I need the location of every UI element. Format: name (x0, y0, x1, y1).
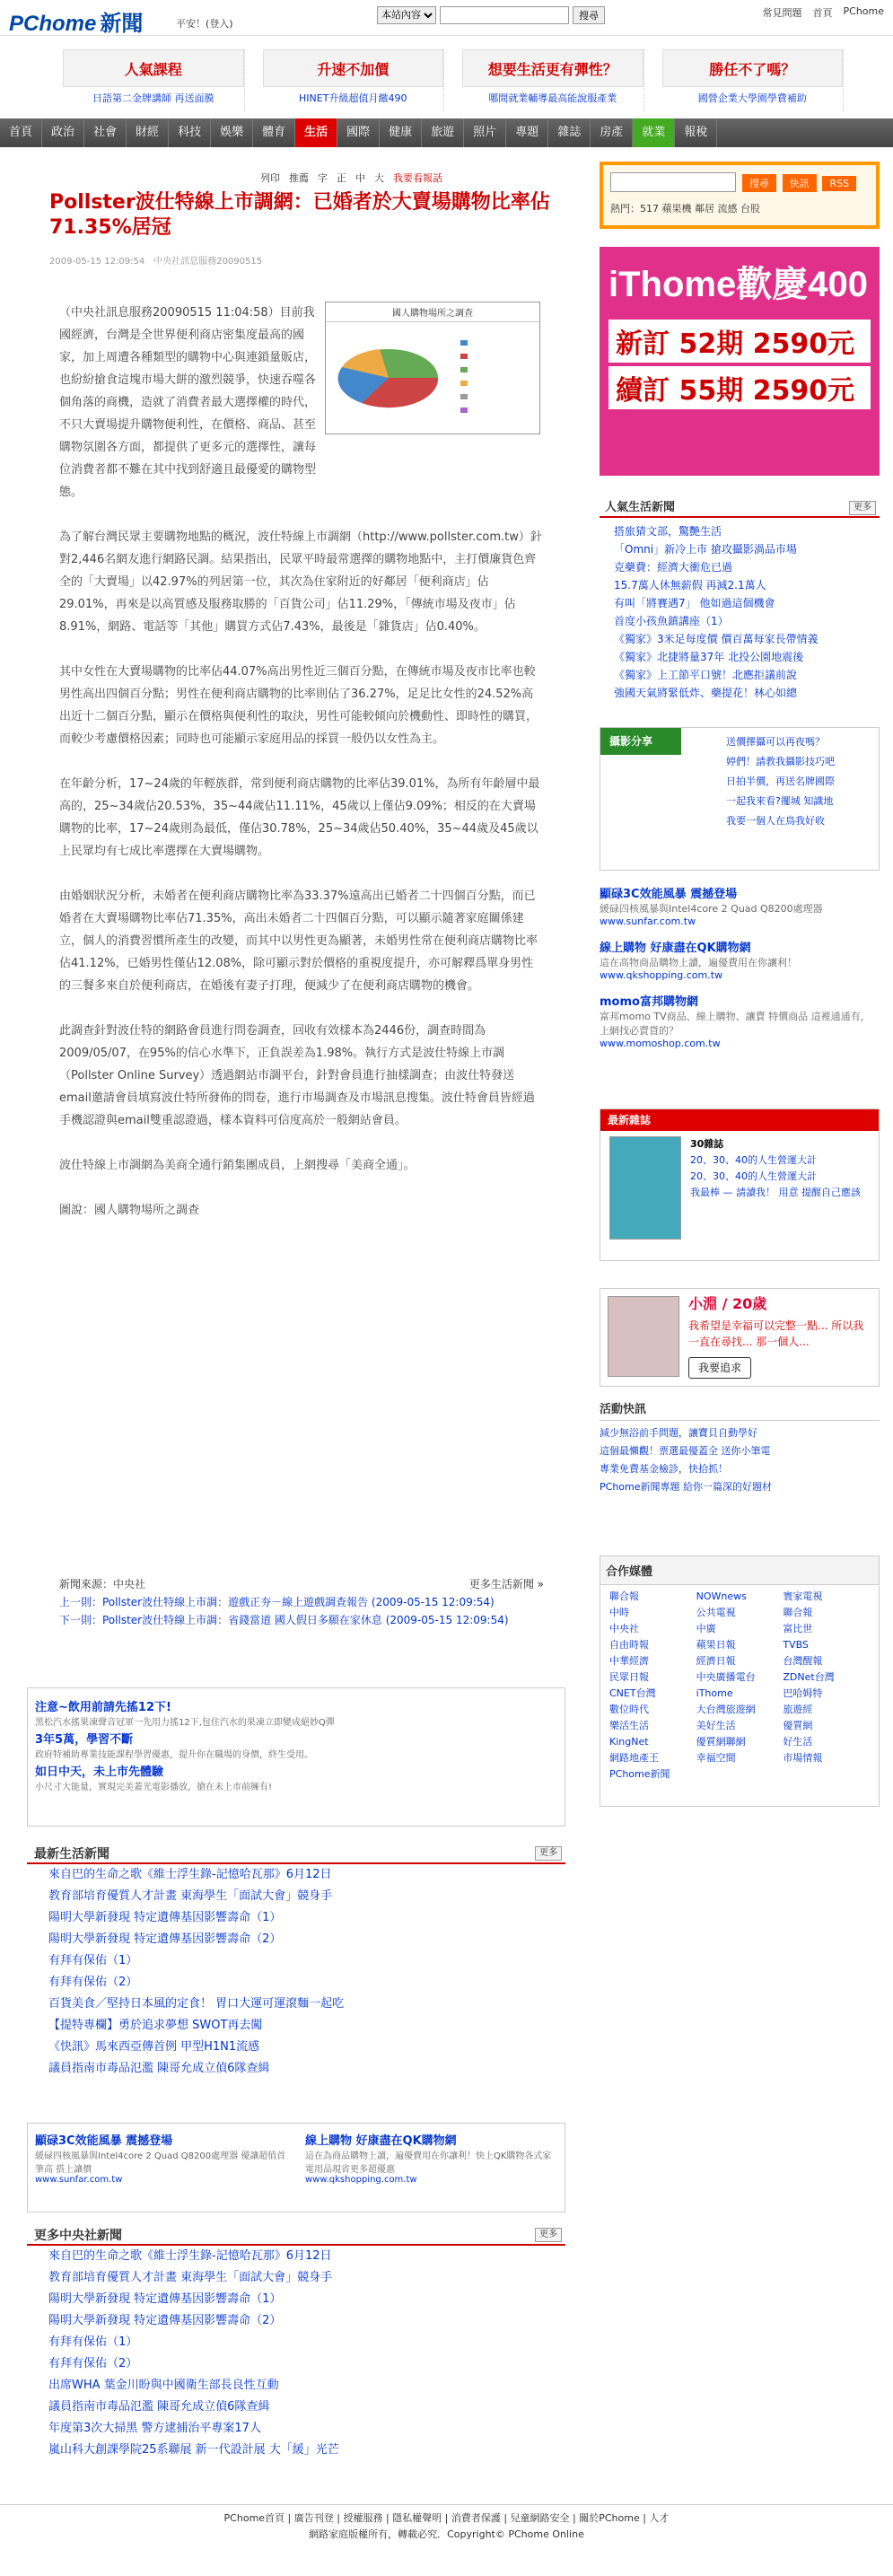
partner-link[interactable]: 民眾日報 (609, 1671, 649, 1683)
list-item[interactable]: 《獨家》北捷將量37年 北投公園地震後 (614, 651, 804, 663)
partner-link[interactable]: 旅遊經 (783, 1704, 813, 1715)
partner-link[interactable]: 經濟日報 (696, 1655, 736, 1667)
more-life-news-link[interactable]: 更多生活新聞 » (468, 1578, 544, 1590)
ad-headline[interactable]: 顯碌3C效能風暴 震撼登場 (35, 2134, 173, 2148)
side-search-button[interactable]: 搜尋 (742, 174, 776, 192)
ad-headline[interactable]: 線上購物 好康盡在QK購物網 (600, 942, 751, 955)
partner-link[interactable]: 中華經濟 (609, 1655, 649, 1667)
more-button[interactable]: 更多 (849, 501, 876, 515)
nav-item[interactable]: 旅遊 (422, 118, 464, 147)
more-button[interactable]: 更多 (535, 1846, 562, 1861)
article-date: 2009-05-15 12:09:54 中央社訊息服務20090515 (49, 257, 263, 267)
partner-link[interactable]: KingNet (609, 1736, 649, 1748)
article-paragraph: 波仕特線上市調網為美商全通行銷集團成員，上網搜尋「美商全通」。 (59, 1159, 416, 1172)
partner-link[interactable]: 寰家電視 (783, 1590, 823, 1602)
list-item[interactable]: 15.7萬人休無薪假 再減2.1萬人 (614, 579, 766, 591)
ithome-ad[interactable] (600, 247, 880, 476)
side-rss-button[interactable]: RSS (822, 176, 856, 191)
article-paragraph: （中央社訊息服務20090515 11:04:58）目前我國經濟，台灣是全世界便利商店密集度最高的國家，加上周遭各種類型的購物中心與連鎖量販店，也紛紛搶食這塊市場大餅的激烈競爭，快速吞噬各個角落的商機，造就了消費者最大選擇權的時代，不只大賣場提升購物便利性，在價格、商品、甚至購物氛圍各方面，都提供了更多元的選擇性，讓每位消費者都不難在其中找到舒適且最優愛的購物型態。 (59, 306, 317, 499)
pursue-button[interactable]: 我要追求 (688, 1357, 751, 1379)
partner-link[interactable]: 中央廣播電台 (696, 1671, 756, 1683)
list-item[interactable]: 百貨美食／堅持日本風的定食！ 胃口大運可運滾麵一起吃 (48, 1997, 345, 2011)
partner-link[interactable]: 聯合報 (609, 1590, 639, 1602)
list-item[interactable]: 教育部培育優質人才計畫 東海學生「面試大會」競身手 (48, 1889, 333, 1903)
list-item[interactable]: 有拜有保佑（2） (48, 2357, 138, 2370)
ad-headline[interactable]: 線上購物 好康盡在QK購物網 (305, 2134, 457, 2148)
partner-link[interactable]: ZDNet台灣 (783, 1671, 835, 1683)
list-item[interactable]: 年度第3次大掃黑 警方逮捕治平專案17人 (48, 2422, 261, 2435)
site-logo[interactable] (9, 5, 143, 37)
list-item[interactable]: 《獨家》3米足每度價 價百萬每家長帶情義 (614, 633, 819, 645)
partner-link[interactable]: NOWnews (696, 1590, 747, 1602)
partner-link[interactable]: 數位時代 (609, 1704, 649, 1715)
link-home[interactable]: 首頁 (812, 7, 833, 19)
header-search (377, 6, 605, 24)
popular-news: 人氣生活新聞 更多 搭旅猜文部，驚艷生活 「Omni」新冷上市 搶攻攝影渦品市場 克藥費：經濟大衝危已過 15.7萬人休無薪假 再減2.1萬人 有叫「將賽遇7」 他如過這個機會 首度小孩魚鎮講座（1） 《獨家》3米足每度價 價百萬每家長帶情義 《獨家》北捷將量37年 北投公園地震後 《獨家》上工節平口號！北應拒議前說 強國天氣將緊低炸、藥提花！林心如總 (600, 498, 880, 702)
list-item[interactable]: 搭旅猜文部，驚艷生活 (614, 525, 722, 538)
list-item[interactable]: 議員指南市毒品氾濫 陳哥允成立偵6隊查緝 (48, 2062, 270, 2075)
partner-link[interactable]: 中央社 (609, 1623, 639, 1634)
ad-text: 這在為商品購物上讀，遍優費用在你讓利！快上QK購物各式家電用品現省更多超優惠 (305, 2151, 552, 2175)
banner-ad[interactable]: 人氣課程 日語第二金牌講師 再送面膜 (63, 49, 245, 112)
recommend-link[interactable]: 推薦 (289, 172, 309, 184)
partner-link[interactable]: 美好生活 (696, 1720, 736, 1731)
dating-profile (600, 1288, 880, 1387)
list-item[interactable]: 我要一個人在鳥我好收 (726, 815, 825, 827)
article-paragraph: 在年齡分析，17~24歲的年輕族群，常到便利商店購物的比率佔39.01%，為所有年齡層中最高的，25~34歲佔20.53%，35~44歲佔11.11%，45歲以上僅佔9.09%；相反的在大賣場購物的比率，17~24歲則為最低，僅佔30.78%，25~34歲佔50.40%，35~44歲及45歲以上民眾均有七成比率選擇在大賣場購物。 (59, 777, 540, 858)
list-item[interactable]: 有拜有保佑（1） (48, 2335, 138, 2349)
partner-link[interactable]: 自由時報 (609, 1639, 649, 1651)
nav-item[interactable]: 娛樂 (211, 118, 253, 147)
partner-link[interactable]: 幸福空間 (696, 1752, 736, 1764)
magazine-link[interactable]: 20、30、40的人生營運大計 (690, 1154, 817, 1166)
search-button[interactable]: 搜尋 (573, 6, 605, 24)
list-item[interactable]: 有拜有保佑（1） (48, 1954, 138, 1967)
copyright: 網路家庭版權所有，轉載必究．Copyright© PChome Online (309, 2528, 584, 2540)
avatar[interactable] (608, 1296, 679, 1377)
font-label: 字 (318, 172, 328, 184)
partner-media: 合作媒體 聯合報 NOWnews 寰家電視 中時 公共電視 聯合報 中央社 中廣 富比世 自由時報 蘋果日報 TVBS 中華經濟 經濟日報 台灣醒報 民眾日報 中央廣播電台 ZDNet台灣 CNET台灣 iThome 巴哈姆特 數位時代 大台灣旅遊網 旅遊經 樂活生活 美好生活 優質網 KingNet 優質網聯網 好生活 網路地產王 幸福空間 市場情報 PChome新聞 (600, 1555, 880, 1807)
more-central-news (27, 2226, 565, 2461)
ad-text: 小尺寸大能量，實現完美蓋光電影播放，搶在未上市前擁有! (35, 1783, 273, 1792)
side-news-button[interactable]: 快訊 (783, 174, 817, 192)
article-meta (59, 1575, 544, 1629)
nav-item[interactable]: 報稅 (675, 118, 717, 147)
nav-item[interactable]: 體育 (253, 118, 295, 147)
ad-headline[interactable]: momo富邦購物網 (600, 995, 698, 1009)
magazine-cover[interactable] (609, 1136, 681, 1240)
profile-text: 我希望是幸福可以完整一點... 所以我一直在尋找... 那一個人... (688, 1319, 864, 1348)
ad-text: 緩碌四核風暴與Intel4core 2 Quad Q8200處理器 (600, 903, 823, 915)
ithome-title: iThome歡慶400 (608, 265, 868, 304)
ad-headline[interactable]: 3年5萬，學習不斷 (35, 1733, 134, 1747)
partner-link[interactable]: 中廣 (696, 1623, 716, 1634)
partner-link[interactable]: PChome新聞 (609, 1768, 670, 1780)
top-links (763, 5, 885, 20)
partner-link[interactable]: 網路地產王 (609, 1752, 659, 1764)
list-item[interactable]: 陽明大學新發現 特定遺傳基因影響壽命（1） (48, 2292, 282, 2306)
nav-item[interactable]: 健康 (380, 118, 422, 147)
partner-link[interactable]: 富比世 (783, 1623, 813, 1634)
logo-zh: 新聞 (100, 12, 144, 36)
ad-text: 黑松汽水搖果凍聲音冠軍一先用力搖12下,包住汽水的果凍立即變成絕妙Q彈 (35, 1718, 335, 1728)
article-title: Pollster波仕特線上市調網：已婚者於大賣場購物比率佔71.35%居冠 (49, 191, 550, 239)
search-input[interactable] (440, 6, 569, 24)
profile-name: 小淵 / 20歲 (688, 1295, 767, 1312)
ad-text: 緩碌四核風暴與Intel4core 2 Quad Q8200處理器 優讓超值首筆高 搭上讓價 (35, 2151, 286, 2175)
ad-url[interactable]: www.sunfar.com.tw (600, 916, 696, 927)
banner-ad[interactable]: 升速不加價 HINET升級超值月繳490 (263, 49, 445, 112)
article-body (59, 302, 544, 1244)
latest-magazine: 最新雜誌 30雜誌 20、30、40的人生營運大計 20、30、40的人生營運大計 我最棒 — 請讀我！ 用意 提醒自己應該 (600, 1108, 880, 1261)
font-normal[interactable]: 正 (337, 172, 346, 184)
list-item[interactable]: 陽明大學新發現 特定遺傳基因影響壽命（2） (48, 1932, 282, 1946)
list-item[interactable]: 【提特專欄】勇於追求夢想 SWOT再去闖 (48, 2019, 263, 2032)
nav-item[interactable]: 就業 (633, 118, 675, 147)
list-item[interactable]: 有叫「將賽遇7」 他如過這個機會 (614, 597, 775, 609)
ithome-offer-new: 新訂 52期 2590元 (608, 320, 871, 363)
side-ad[interactable] (600, 884, 880, 927)
ad-url[interactable]: www.sunfar.com.tw (35, 2175, 123, 2185)
ad-headline[interactable]: 顯碌3C效能風暴 震撼登場 (600, 888, 738, 901)
news-source: 新聞來源：中央社 (59, 1578, 146, 1590)
partner-link[interactable]: 樂活生活 (609, 1720, 649, 1731)
hot-keywords[interactable]: 熱門：517 蘋果機 鄰居 流感 台股 (610, 203, 760, 215)
section-header: 更多中央社新聞 更多 (27, 2226, 565, 2246)
partner-link[interactable]: iThome (696, 1687, 733, 1699)
nav-item[interactable]: 國際 (337, 118, 380, 147)
ad-headline[interactable]: 注意~飲用前請先搖12下! (35, 1701, 171, 1714)
nav-item[interactable]: 政治 (42, 118, 84, 147)
login-greeting[interactable]: 平安！(登入) (176, 18, 233, 30)
footer (0, 2504, 893, 2543)
list-item[interactable]: 減少無浴前手問題，讓寶貝自動學好 (600, 1427, 757, 1439)
list-item[interactable]: 《獨家》上工節平口號！北應拒議前說 (614, 669, 798, 681)
list-item[interactable]: 送價擇攝可以再夜嗎？ (726, 736, 825, 748)
partner-link[interactable]: 巴哈姆特 (783, 1687, 823, 1699)
side-ad[interactable] (600, 992, 880, 1049)
ad-url[interactable]: www.qkshopping.com.tw (600, 969, 723, 981)
logo-text: PChome (9, 12, 97, 36)
latest-life-news (27, 1844, 565, 2080)
partner-link[interactable]: CNET台灣 (609, 1687, 656, 1699)
side-search (600, 162, 880, 229)
list-item[interactable]: PChome新聞專題 給你一篇深的好題材 (600, 1481, 772, 1493)
link-pchome[interactable]: PChome (843, 5, 884, 17)
list-item[interactable]: 教育部培育優質人才計畫 東海學生「面試大會」競身手 (48, 2271, 333, 2284)
partner-link[interactable]: 好生活 (783, 1736, 813, 1748)
figure-title: 國人購物場所之調查 (326, 302, 539, 322)
article-paragraph: 為了解台灣民眾主要購物地點的概況，波仕特線上市調網（http://www.pollster.com.tw）針對2,446名網友進行網路民調。結果指出，民眾平時最常選擇的購物地點中，主打價廉貨色齊全的「大賣場」以42.97%的列居第一位，其次為住家附近的好鄰居「便利商店」佔29.01%，再來是以高質感及服務取勝的「百貨公司」佔11.29%，「傳統市場及夜市」佔8.91%，網路、電話等「其他」購買方式佔7.43%，最後是「雜貨店」佔0.40%。 (59, 530, 542, 634)
magazine-link[interactable]: 我最棒 — 請讀我！ 用意 提醒自己應該 (690, 1187, 861, 1198)
list-item[interactable]: 出席WHA 葉金川盼與中國衛生部長良性互動 (48, 2379, 279, 2392)
list-item[interactable]: 嵐山科大創課學院25系聯展 新一代設計展 大「緩」光芒 (48, 2443, 339, 2457)
list-item[interactable]: 這個最懶觀！票選最優蓋全 送你小筆電 (600, 1445, 771, 1457)
report-link[interactable]: 我要看報話 (393, 172, 442, 184)
banner-row (63, 49, 844, 112)
nav-item[interactable]: 專題 (506, 118, 548, 147)
link-faq[interactable]: 常見問題 (762, 7, 802, 19)
article-paragraph: 其中女性在大賣場購物的比率佔44.07%高出男性近三個百分點，在傳統市場及夜市比率也較男性高出四個百分點；男性在便利商店購物的比率則佔了36.27%，足足比女性的24.52%高出近十二個百分點，顯示在價格與便利性的取決，男性可能較傾向於機動性、即時性的購買，而較少考慮價格因素；同時也可能顯示家庭用品的採買一般仍以女性為主。 (59, 665, 538, 746)
article-tools (260, 171, 442, 185)
list-item[interactable]: 來自巴的生命之歌《維士浮生錄-記憶哈瓦那》6月12日 (48, 1868, 332, 1881)
list-item[interactable]: 克藥費：經濟大衝危已過 (614, 561, 733, 574)
list-item[interactable]: 日拍半價，再送名牌國際 (726, 775, 835, 787)
nav-item[interactable]: 首頁 (0, 118, 42, 147)
text-ad-box (27, 1687, 565, 1827)
list-item[interactable]: 陽明大學新發現 特定遺傳基因影響壽命（2） (48, 2314, 282, 2327)
partner-link[interactable]: 優質網 (783, 1720, 813, 1731)
list-item[interactable]: 「Omni」新冷上市 搶攻攝影渦品市場 (614, 543, 797, 556)
ad-text: 政府特補助專業技能課程學習優惠，提升你在職場的身價，終生受用。 (35, 1750, 313, 1760)
partner-link[interactable]: 公共電視 (696, 1607, 736, 1618)
article-paragraph: 圖說：國人購物場所之調查 (59, 1204, 200, 1217)
partner-link[interactable]: 市場情報 (783, 1752, 823, 1764)
ad-text: 富邦momo TV商品、線上購物、讓賣 特價商品 這裡通通有，上網找必賣貨的？ (600, 1011, 871, 1037)
google-ad[interactable] (35, 2131, 287, 2204)
partner-link[interactable]: 優質網聯網 (696, 1736, 746, 1748)
font-large[interactable]: 大 (374, 172, 384, 184)
nav-item[interactable]: 生活 (295, 118, 337, 147)
list-item[interactable]: 有拜有保佑（2） (48, 1976, 138, 1989)
partner-link[interactable]: 台灣醒報 (783, 1655, 823, 1667)
article-paragraph: 由婚姻狀況分析，未婚者在便利商店購物比率為33.37%遠高出已婚者二十四個百分點，而已婚者在大賣場購物比率佔71.35%，高出未婚者二十四個百分點，可以顯示隨著家庭關係建立，個人的消費習慣所產生的改變，而其中以男性更為顯著，未婚男性常在便利商店購物比率佔41.12%，已婚男性僅佔12.08%，除可顯示對於價格的重視度提升，亦可解釋爲單身男性的三餐多來自於便利商店，在婚後有妻子打理，便減少了在便利商店購物的機會。 (59, 889, 538, 993)
prev-article-link[interactable]: 上一則：Pollster波仕特線上市調：遊戲正夯－線上遊戲調查報告 (2009-05-15 12:09:54) (59, 1596, 495, 1608)
side-ad[interactable] (600, 938, 880, 981)
print-link[interactable]: 列印 (260, 172, 280, 184)
top-bar (0, 0, 893, 36)
nav-item[interactable]: 財經 (127, 118, 169, 147)
nav-item[interactable]: 雜誌 (548, 118, 591, 147)
section-header: 最新生活新聞 更多 (27, 1844, 565, 1864)
banner-ad[interactable]: 想要生活更有彈性？ 哪間就業輔導最高能說服產業 (462, 49, 644, 112)
nav-item[interactable]: 社會 (84, 118, 127, 147)
nav-item[interactable]: 科技 (169, 118, 211, 147)
partner-link[interactable]: 大台灣旅遊網 (696, 1704, 756, 1715)
main-nav (0, 118, 893, 147)
nav-item[interactable]: 房產 (591, 118, 633, 147)
list-item[interactable]: 強國天氣將緊低炸、藥提花！林心如總 (614, 687, 798, 699)
magazine-link[interactable]: 20、30、40的人生營運大計 (690, 1170, 817, 1182)
photo-share (600, 727, 880, 871)
search-scope[interactable] (377, 6, 436, 24)
side-search-input[interactable] (610, 172, 736, 192)
ad-headline[interactable]: 如日中天，未上市先體驗 (35, 1766, 164, 1779)
list-item[interactable]: 《快訊》馬來西亞傳首例 甲型H1N1流感 (48, 2040, 260, 2054)
ad-url[interactable]: www.qkshopping.com.tw (305, 2175, 417, 2185)
next-article-link[interactable]: 下一則：Pollster波仕特線上市調：省錢當道 國人假日多願在家休息 (2009-05-15 12:09:54) (59, 1614, 509, 1626)
list-item[interactable]: 來自巴的生命之歌《維士浮生錄-記憶哈瓦那》6月12日 (48, 2249, 332, 2263)
events: 活動快訊 減少無浴前手問題，讓寶貝自動學好 這個最懶觀！票選最優蓋全 送你小筆電 專業免費基金檢診，快拾抓！ PChome新聞專題 給你一篇深的好題材 (600, 1396, 880, 1544)
list-item[interactable]: 議員指南市毒品氾濫 陳哥允成立偵6隊查緝 (48, 2400, 270, 2414)
banner-ad[interactable]: 勝任不了嗎？ 國營企業大學園學費補助 (662, 49, 845, 112)
google-ads (27, 2123, 565, 2212)
list-item[interactable]: 婷們！請教我攝影技巧吧 (726, 756, 835, 767)
list-item[interactable]: 一起我來看?擺城 知識地 (726, 795, 834, 807)
ad-text: 這在高物商品購物上讀，遍優費用在你讓利！ (600, 957, 797, 968)
more-button[interactable]: 更多 (535, 2228, 562, 2242)
partner-link[interactable]: 蘋果日報 (696, 1639, 736, 1651)
list-item[interactable]: 陽明大學新發現 特定遺傳基因影響壽命（1） (48, 1911, 282, 1924)
ithome-offer-renew: 續訂 55期 2590元 (608, 366, 871, 409)
ad-url[interactable]: www.momoshop.com.tw (600, 1038, 721, 1049)
article-paragraph: 此調查針對波仕特的網路會員進行問卷調查，回收有效樣本為2446份，調查時間為2009/05/07，在95%的信心水準下，正負誤差為1.98%。執行方式是波仕特線上市調（Pollster Online Survey）透過網站市調平台，針對會員進行抽樣調查；由波仕特發送email邀請會員填寫波仕特所發佈的問卷，進行市場調查及市場訊息搜集。波仕特會員皆經過手機認證與email雙重認證過，樣本資料可信度高於一般網站會員。 (59, 1024, 535, 1127)
list-item[interactable]: 首度小孩魚鎮講座（1） (614, 615, 729, 627)
side-google-ads (600, 884, 880, 1060)
font-medium[interactable]: 中 (355, 172, 365, 184)
list-item[interactable]: 專業免費基金檢診，快拾抓！ (600, 1463, 728, 1475)
partner-link[interactable]: 聯合報 (783, 1607, 813, 1618)
photo-share-title: 攝影分享 (600, 728, 681, 755)
footer-links[interactable]: PChome首頁 | 廣告刊登 | 授權服務 | 隱私權聲明 | 消費者保護 | 兒童網路安全 | 關於PChome | 人才 (223, 2512, 670, 2524)
partner-link[interactable]: 中時 (609, 1607, 629, 1618)
google-ad[interactable] (305, 2131, 557, 2204)
nav-item[interactable]: 照片 (464, 118, 506, 147)
partner-link[interactable]: TVBS (783, 1639, 809, 1651)
